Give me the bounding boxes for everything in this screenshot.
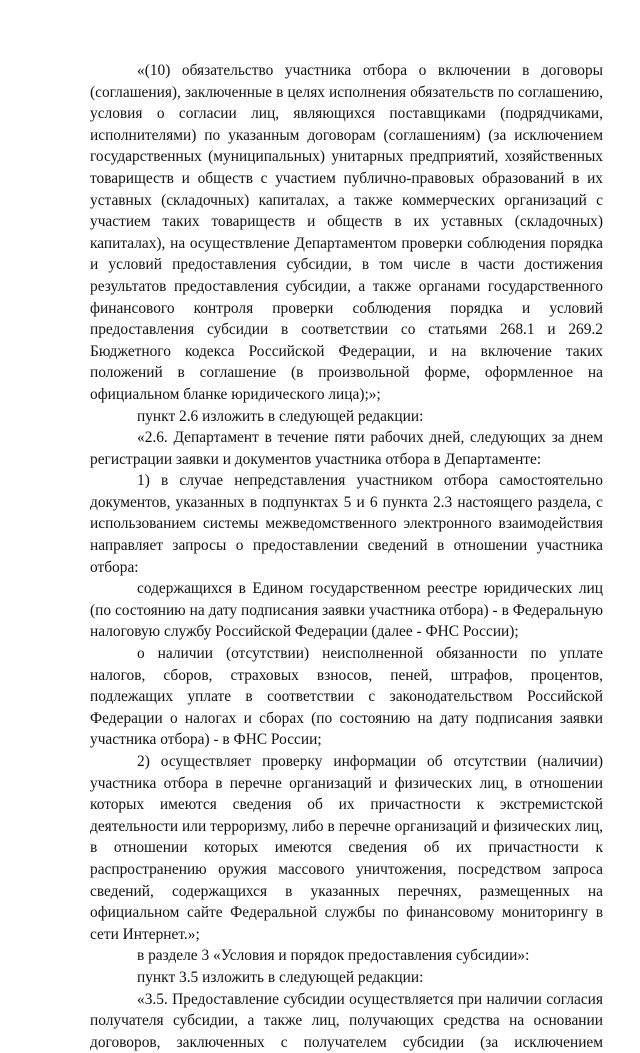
paragraph-2-6-intro: «2.6. Департамент в течение пяти рабочих дней, следующих за днем регистрации заявки и документов участника отбора в Департаменте: [90, 429, 603, 468]
paragraph-3-5-text: «3.5. Предоставление субсидии осуществляется при наличии согласия получателя субсидии, а также лиц, получающих средства на основании договоров, заключенных с получателем субсидии (за исключением [90, 990, 603, 1051]
document-page [90, 60, 603, 1053]
paragraph-amend-3-5: пункт 3.5 изложить в следующей редакции: [137, 968, 424, 986]
paragraph-item-10: «(10) обязательство участника отбора о включении в договоры (соглашения), заключенные в целях исполнения обязательств по соглашению, условия о согласии лиц, являющихся поставщиками (подрядчиками, исполнителями) по указанным договорам (соглашениям) (за исключением государственных (муниципальных) унитарных предприятий, хозяйственных товариществ и обществ с участием публично-правовых образований в их уставных (складочных) капиталах, а также коммерческих организаций с участием таких товариществ и обществ в их уставных (складочных) капиталах), на осуществление Департаментом проверки соблюдения порядка и условий предоставления субсидии, в том числе в части достижения результатов предоставления субсидии, а также органами государственного финансового контроля проверки соблюдения порядка и условий предоставления субсидии в соответствии со статьями 268.1 и 269.2 Бюджетного кодекса Российской Федерации, и на включение таких положений в соглашение (в произвольной форме, оформленное на официальном бланке юридического лица);»; [90, 62, 603, 403]
paragraph-egrul: содержащихся в Едином государственном реестре юридических лиц (по состоянию на дату подписания заявки участника отбора) - в Федеральную налоговую службу Российской Федерации (далее - ФНС России); [90, 580, 603, 641]
paragraph-amend-2-6: пункт 2.6 изложить в следующей редакции: [137, 407, 424, 425]
paragraph-2-6-subitem-1: 1) в случае непредставления участником отбора самостоятельно документов, указанных в подпунктах 5 и 6 пункта 2.3 настоящего раздела, с использованием системы межведомственного электронного взаимодействия направляет запросы о предоставлении сведений в отношении участника отбора: [90, 472, 603, 576]
paragraph-section-3: в разделе 3 «Условия и порядок предоставления субсидии»: [137, 947, 530, 965]
paragraph-2-6-subitem-2: 2) осуществляет проверку информации об отсутствии (наличии) участника отбора в перечне организаций и физических лиц, в отношении которых имеются сведения об их причастности к экстремистской деятельности или терроризму, либо в перечне организаций и физических лиц, в отношении которых имеются сведения об их причастности к распространению оружия массового уничтожения, посредством запроса сведений, содержащихся в указанных перечнях, размещенных на официальном сайте Федеральной службы по финансовому мониторингу в сети Интернет.»; [90, 753, 603, 943]
paragraph-tax-debt: о наличии (отсутствии) неисполненной обязанности по уплате налогов, сборов, страховых взносов, пеней, штрафов, процентов, подлежащих уплате в соответствии с законодательством Российской Федерации о налогах и сборах (по состоянию на дату подписания заявки участника отбора) - в ФНС России; [90, 645, 603, 749]
